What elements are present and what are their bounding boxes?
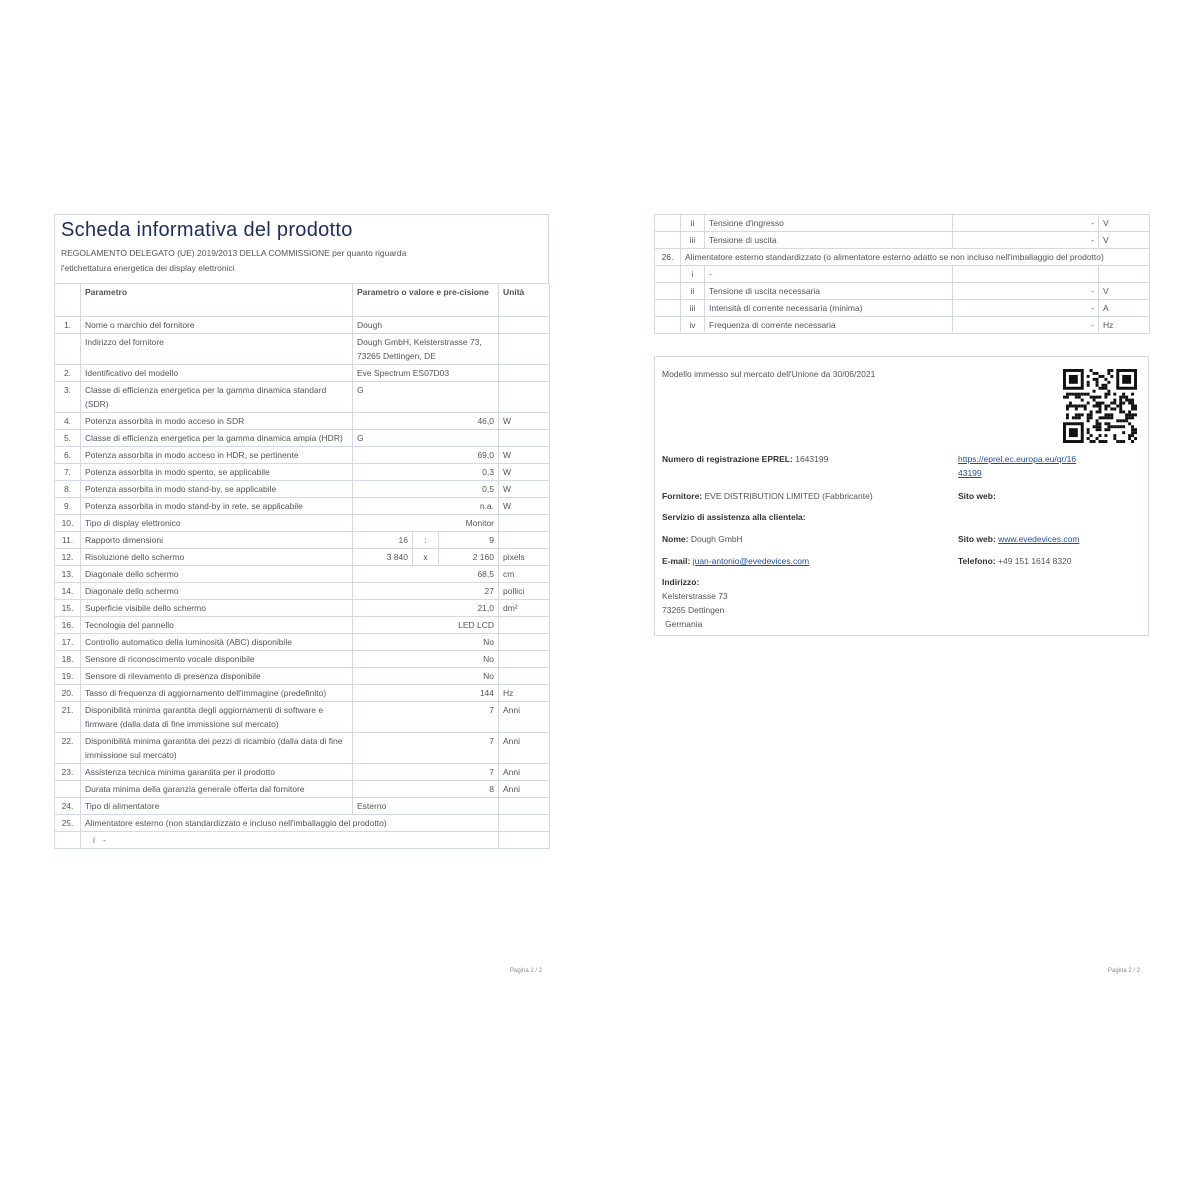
row-value: 7	[353, 764, 499, 781]
row-parameter: Tensione di uscita necessaria	[705, 283, 953, 300]
table-row	[655, 300, 1150, 317]
header-parameter: Parametro	[81, 284, 353, 317]
page-footer-1: Pagina 1 / 2	[510, 968, 543, 974]
table-row	[55, 781, 550, 798]
row-unit: V	[1099, 232, 1150, 249]
row-value: 27	[353, 583, 499, 600]
row-parameter: Potenza assorbita in modo acceso in SDR	[81, 413, 353, 430]
row-number	[55, 334, 81, 365]
row-value: Dough	[353, 317, 499, 334]
name-field	[662, 532, 743, 546]
row-parameter: Indirizzo del fornitore	[81, 334, 353, 365]
row-unit	[499, 798, 550, 815]
row-value: n.a.	[353, 498, 499, 515]
table-row	[55, 481, 550, 498]
row-parameter: Classe di efficienza energetica per la gamma dinamica ampia (HDR)	[81, 430, 353, 447]
sub-number: ii	[681, 215, 705, 232]
row-unit: pixels	[499, 549, 550, 566]
row-value: LED LCD	[353, 617, 499, 634]
row-value: 8	[353, 781, 499, 798]
table-row	[55, 515, 550, 532]
row-parameter: Disponibilità minima garantita dei pezzi di ricambio (dalla data di fine immissione sul mercato)	[81, 733, 353, 764]
row-unit	[499, 365, 550, 382]
row-value: Dough GmbH, Kelsterstrasse 73, 73265 Dettingen, DE	[353, 334, 499, 365]
address-line-2: 73265 Dettingen	[662, 605, 725, 615]
row-parameter: Durata minima della garanzia generale offerta dal fornitore	[81, 781, 353, 798]
row-number: 8.	[55, 481, 81, 498]
row-unit: cm	[499, 566, 550, 583]
row-parameter: Nome o marchio del fornitore	[81, 317, 353, 334]
row-value: Monitor	[353, 515, 499, 532]
website-label-1-text: Sito web:	[958, 491, 996, 501]
website-label-2: Sito web:	[958, 534, 996, 544]
table-row	[655, 249, 1150, 266]
eprel-field	[662, 452, 828, 466]
row-number: 15.	[55, 600, 81, 617]
eprel-link-line-2[interactable]: 43199	[958, 468, 982, 478]
row-value: No	[353, 634, 499, 651]
row-number: 18.	[55, 651, 81, 668]
row-value: 69,0	[353, 447, 499, 464]
name-value: Dough GmbH	[690, 534, 743, 544]
row-unit: W	[499, 481, 550, 498]
table-row	[55, 566, 550, 583]
split-value	[353, 549, 498, 565]
split-separator: :	[413, 532, 439, 548]
row-value: 7	[353, 702, 499, 733]
table-row	[55, 600, 550, 617]
row-value: Eve Spectrum ES07D03	[353, 365, 499, 382]
row-unit: Anni	[499, 781, 550, 798]
row-unit	[499, 815, 550, 832]
title-block	[54, 214, 549, 283]
website-field	[958, 532, 1079, 546]
supplier-value: EVE DISTRIBUTION LIMITED (Fabbricante)	[704, 491, 873, 501]
row-value	[953, 266, 1099, 283]
regulation-subtitle	[61, 246, 542, 276]
row-value: 0,3	[353, 464, 499, 481]
table-row	[55, 317, 550, 334]
row-parameter: Intensità di corrente necessaria (minima)	[705, 300, 953, 317]
table-row	[55, 532, 550, 549]
row-parameter: Tipo di display elettronico	[81, 515, 353, 532]
row-value: 144	[353, 685, 499, 702]
row-number: 7.	[55, 464, 81, 481]
table-row	[55, 668, 550, 685]
table-row	[55, 798, 550, 815]
sub-number: ii	[681, 283, 705, 300]
row-number: 19.	[55, 668, 81, 685]
row-value: 0,5	[353, 481, 499, 498]
row-parameter: Rapporto dimensioni	[81, 532, 353, 549]
row-parameter: Tasso di frequenza di aggiornamento dell'immagine (predefinito)	[81, 685, 353, 702]
row-unit: Hz	[499, 685, 550, 702]
row-number: 26.	[655, 249, 681, 266]
table-row	[55, 815, 550, 832]
email-label: E-mail:	[662, 556, 691, 566]
table-row	[655, 283, 1150, 300]
row-parameter: Alimentatore esterno (non standardizzato e incluso nell'imballaggio del prodotto)	[81, 815, 499, 832]
row-parameter: Sensore di rilevamento di presenza disponibile	[81, 668, 353, 685]
table-row	[55, 413, 550, 430]
table-row	[55, 430, 550, 447]
row-unit: V	[1099, 215, 1150, 232]
table-row	[55, 733, 550, 764]
row-number: 14.	[55, 583, 81, 600]
row-number: 20.	[55, 685, 81, 702]
market-placement-text: Modello immesso sul mercato dell'Unione da 30/06/2021	[662, 369, 876, 379]
registration-info-box	[654, 356, 1149, 636]
row-parameter: Sensore di riconoscimento vocale disponibile	[81, 651, 353, 668]
page-two	[654, 214, 1149, 334]
subtitle-line-2: l'etichettatura energetica dei display elettronici	[61, 263, 235, 273]
row-value: -	[953, 317, 1099, 334]
row-value: 68,5	[353, 566, 499, 583]
address-label: Indirizzo:	[662, 577, 700, 587]
address-field	[662, 575, 728, 631]
row-unit: W	[499, 447, 550, 464]
row-unit: W	[499, 498, 550, 515]
row-unit	[499, 634, 550, 651]
phone-field	[958, 554, 1072, 568]
header-number	[55, 284, 81, 317]
document-title: Scheda informativa del prodotto	[61, 219, 353, 241]
eprel-link[interactable]	[958, 452, 1076, 480]
table-row	[55, 832, 550, 849]
website-link[interactable]: www.evedevices.com	[998, 534, 1080, 544]
header-value: Parametro o valore e pre-cisione	[353, 284, 499, 317]
email-link[interactable]: juan-antonio@evedevices.com	[692, 556, 810, 566]
row-unit	[499, 382, 550, 413]
row-number	[655, 317, 681, 334]
address-line-3: Germania	[665, 619, 703, 629]
row-value: 7	[353, 733, 499, 764]
row-parameter: Risoluzione dello schermo	[81, 549, 353, 566]
row-value	[353, 549, 499, 566]
row-parameter: Diagonale dello schermo	[81, 566, 353, 583]
row-unit	[499, 651, 550, 668]
row-number: 12.	[55, 549, 81, 566]
eprel-link-line-1[interactable]: https://eprel.ec.europa.eu/qr/16	[958, 454, 1077, 464]
split-separator: x	[413, 549, 439, 565]
sub-number: iii	[681, 232, 705, 249]
row-number	[655, 232, 681, 249]
website-label-1	[958, 489, 996, 503]
customer-service-text: Servizio di assistenza alla clientela:	[662, 512, 806, 522]
row-number: 5.	[55, 430, 81, 447]
row-unit: Anni	[499, 702, 550, 733]
subtitle-line-1: REGOLAMENTO DELEGATO (UE) 2019/2013 DELLA COMMISSIONE per quanto riguarda	[61, 248, 407, 258]
row-number	[655, 283, 681, 300]
eprel-value: 1643199	[795, 454, 829, 464]
row-unit	[499, 334, 550, 365]
row-parameter: Alimentatore esterno standardizzato (o alimentatore esterno adatto se non incluso nell'imballaggio del prodotto)	[681, 249, 1150, 266]
table-row	[55, 498, 550, 515]
row-number: 2.	[55, 365, 81, 382]
row-parameter: Tensione d'ingresso	[705, 215, 953, 232]
sub-number: i	[681, 266, 705, 283]
row-value: -	[953, 283, 1099, 300]
row-unit: A	[1099, 300, 1150, 317]
row-parameter: Tensione di uscita	[705, 232, 953, 249]
row-number: 13.	[55, 566, 81, 583]
row-unit	[1099, 266, 1150, 283]
phone-value: +49 151 1614 8320	[998, 556, 1072, 566]
row-number: 17.	[55, 634, 81, 651]
row-value	[353, 532, 499, 549]
row-number: 9.	[55, 498, 81, 515]
supplier-field	[662, 489, 873, 503]
row-number: 10.	[55, 515, 81, 532]
row-unit: V	[1099, 283, 1150, 300]
row-unit	[499, 515, 550, 532]
row-sub	[81, 832, 499, 849]
row-value: G	[353, 430, 499, 447]
row-parameter: Classe di efficienza energetica per la gamma dinamica standard (SDR)	[81, 382, 353, 413]
power-supply-table	[654, 214, 1150, 334]
row-value: 46,0	[353, 413, 499, 430]
table-row	[55, 549, 550, 566]
row-unit	[499, 832, 550, 849]
sub-number: i	[93, 835, 95, 845]
table-row	[655, 232, 1150, 249]
table-row	[655, 215, 1150, 232]
row-parameter: Controllo automatico della luminosità (ABC) disponibile	[81, 634, 353, 651]
supplier-label: Fornitore:	[662, 491, 703, 501]
table-row	[55, 764, 550, 781]
row-unit	[499, 532, 550, 549]
row-parameter: Identificativo del modello	[81, 365, 353, 382]
table-row	[55, 334, 550, 365]
row-unit: Anni	[499, 764, 550, 781]
table-row	[55, 464, 550, 481]
name-label: Nome:	[662, 534, 689, 544]
row-unit: W	[499, 413, 550, 430]
row-parameter: Disponibilità minima garantita degli aggiornamenti di software e firmware (dalla data di fine immissione sul mercato)	[81, 702, 353, 733]
row-number: 4.	[55, 413, 81, 430]
row-unit: W	[499, 464, 550, 481]
row-number	[55, 832, 81, 849]
address-line-1: Kelsterstrasse 73	[662, 591, 728, 601]
table-header-row	[55, 284, 550, 317]
row-number: 25.	[55, 815, 81, 832]
row-parameter: Tipo di alimentatore	[81, 798, 353, 815]
row-unit: Anni	[499, 733, 550, 764]
row-value: Esterno	[353, 798, 499, 815]
split-value-a: 3 840	[353, 549, 413, 565]
split-value-b: 9	[489, 535, 494, 545]
row-number: 1.	[55, 317, 81, 334]
phone-label: Telefono:	[958, 556, 996, 566]
row-unit	[499, 668, 550, 685]
row-parameter: Frequenza di corrente necessaria	[705, 317, 953, 334]
product-info-table	[54, 283, 550, 849]
row-number: 3.	[55, 382, 81, 413]
table-row	[55, 651, 550, 668]
row-unit: pollici	[499, 583, 550, 600]
row-parameter: Assistenza tecnica minima garantita per il prodotto	[81, 764, 353, 781]
row-parameter: -	[705, 266, 953, 283]
row-value: 21,0	[353, 600, 499, 617]
sub-number: iii	[681, 300, 705, 317]
row-parameter: Potenza assorbita in modo stand-by in rete, se applicabile	[81, 498, 353, 515]
row-number	[655, 266, 681, 283]
row-number: 6.	[55, 447, 81, 464]
sub-parameter: -	[103, 835, 106, 845]
row-parameter: Superficie visibile dello schermo	[81, 600, 353, 617]
qr-code-icon[interactable]	[1063, 369, 1137, 443]
row-parameter: Tecnologia del pannello	[81, 617, 353, 634]
page-one	[54, 214, 549, 849]
row-value: No	[353, 668, 499, 685]
row-parameter: Potenza assorbita in modo stand-by, se applicabile	[81, 481, 353, 498]
row-unit	[499, 317, 550, 334]
email-field	[662, 554, 809, 568]
row-value: -	[953, 215, 1099, 232]
row-unit: Hz	[1099, 317, 1150, 334]
row-value: -	[953, 300, 1099, 317]
table-row	[55, 617, 550, 634]
row-number: 11.	[55, 532, 81, 549]
eprel-label: Numero di registrazione EPREL:	[662, 454, 793, 464]
row-value: No	[353, 651, 499, 668]
row-parameter: Potenza assorbita in modo spento, se applicabile	[81, 464, 353, 481]
row-number	[655, 300, 681, 317]
split-value	[353, 532, 498, 548]
table-row	[655, 266, 1150, 283]
row-value: G	[353, 382, 499, 413]
row-number: 21.	[55, 702, 81, 733]
page-footer-2: Pagina 2 / 2	[1108, 968, 1141, 974]
row-number: 24.	[55, 798, 81, 815]
table-row	[55, 583, 550, 600]
sub-number: iv	[681, 317, 705, 334]
row-number: 16.	[55, 617, 81, 634]
table-row	[55, 685, 550, 702]
table-row	[55, 447, 550, 464]
row-parameter: Diagonale dello schermo	[81, 583, 353, 600]
row-unit: dm²	[499, 600, 550, 617]
row-unit	[499, 430, 550, 447]
row-parameter: Potenza assorbita in modo acceso in HDR, se pertinente	[81, 447, 353, 464]
header-unit: Unità	[499, 284, 550, 317]
split-value-b: 2 160	[472, 552, 494, 562]
table-row	[55, 365, 550, 382]
table-row	[655, 317, 1150, 334]
table-row	[55, 382, 550, 413]
table-row	[55, 702, 550, 733]
table-row	[55, 634, 550, 651]
row-number: 23.	[55, 764, 81, 781]
row-number	[655, 215, 681, 232]
customer-service-label	[662, 510, 806, 524]
row-number: 22.	[55, 733, 81, 764]
row-value: -	[953, 232, 1099, 249]
split-value-a: 16	[353, 532, 413, 548]
row-number	[55, 781, 81, 798]
row-unit	[499, 617, 550, 634]
